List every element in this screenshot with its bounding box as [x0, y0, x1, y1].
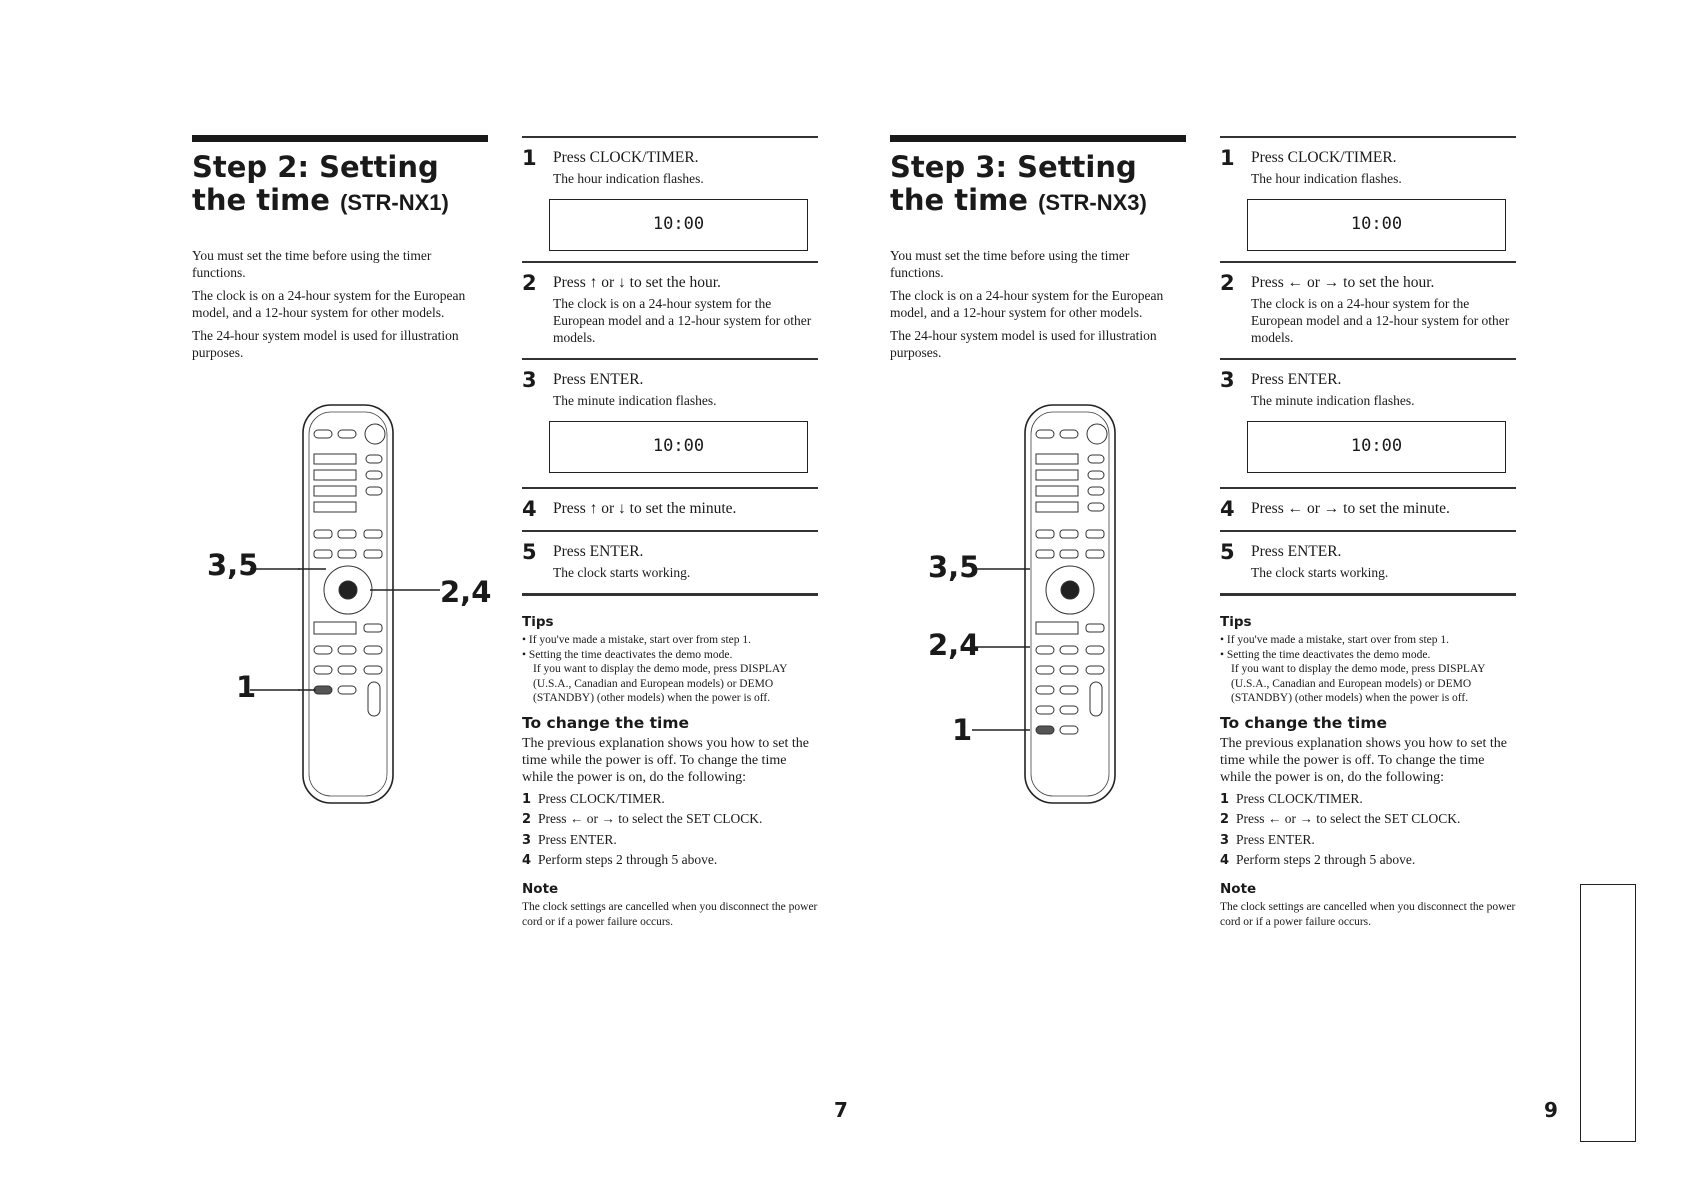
page-right [842, 0, 1684, 1190]
step-instruction: Press ← or → to set the minute. [1251, 500, 1450, 517]
step-instruction: Press ← or → to set the hour. [1251, 274, 1435, 291]
display-panel [1247, 421, 1506, 473]
step-detail: The clock is on a 24-hour system for the European model and a 12-hour system for other models. [1251, 296, 1510, 345]
tip-item: • Setting the time deactivates the demo mode. [1220, 648, 1431, 661]
note-heading: Note [1220, 880, 1257, 897]
tip-item: If you want to display the demo mode, press DISPLAY (U.S.A., Canadian and European models) or DEMO (STANDBY) (other models) when the power is off. [1231, 663, 1486, 704]
callout-3-5: 3,5 [207, 548, 259, 582]
change-time-heading: To change the time [1220, 713, 1388, 732]
page-title [192, 151, 488, 219]
callout-leader-lines [250, 560, 440, 700]
list-text: Press CLOCK/TIMER. [538, 790, 665, 806]
side-index-tab [1580, 884, 1636, 1142]
callout-2-4: 2,4 [440, 575, 492, 609]
step-detail: The minute indication flashes. [553, 393, 717, 408]
heading-rule [890, 135, 1186, 142]
note-text: The clock settings are cancelled when you disconnect the power cord or if a power failure occurs. [522, 900, 818, 928]
list-item [522, 789, 818, 810]
title-text: Step 3: Setting the time [890, 150, 1137, 217]
step-5 [1220, 530, 1516, 593]
note-section [522, 881, 818, 930]
note-section [1220, 881, 1516, 930]
step-number: 4 [1220, 497, 1235, 521]
list-item [522, 809, 818, 830]
change-time-heading: To change the time [522, 713, 690, 732]
list-number: 4 [1220, 853, 1230, 868]
step-instruction: Press CLOCK/TIMER. [553, 149, 699, 166]
page-number: 9 [1544, 1098, 1558, 1122]
step-instruction: Press ↑ or ↓ to set the hour. [553, 274, 721, 291]
heading-rule [192, 135, 488, 142]
step-detail: The hour indication flashes. [1251, 171, 1402, 186]
change-time-section [522, 714, 818, 871]
list-text: Press CLOCK/TIMER. [1236, 790, 1363, 806]
steps-end-rule [1220, 593, 1516, 596]
list-item [1220, 809, 1516, 830]
step-number: 1 [1220, 146, 1235, 170]
list-text: Press ← or → to select the SET CLOCK. [538, 811, 763, 826]
display-readout: 10:00 [1350, 214, 1403, 234]
step-number: 3 [522, 368, 537, 392]
display-panel [549, 421, 808, 473]
list-text: Press ENTER. [538, 831, 617, 847]
display-readout: 10:00 [1350, 436, 1403, 456]
tips-section [1220, 614, 1516, 706]
change-time-list [1220, 789, 1516, 871]
intro-paragraph: The clock is on a 24-hour system for the European model, and a 12-hour system for other models. [192, 288, 466, 320]
list-item [522, 850, 818, 871]
display-readout: 10:00 [652, 214, 705, 234]
intro-paragraph: You must set the time before using the timer functions. [890, 248, 1130, 280]
step-detail: The clock starts working. [553, 565, 691, 580]
step-instruction: Press ↑ or ↓ to set the minute. [553, 500, 737, 517]
step-instruction: Press ENTER. [1251, 371, 1342, 388]
step-number: 1 [522, 146, 537, 170]
list-number: 3 [522, 832, 532, 848]
step-1 [1220, 136, 1516, 251]
step-4 [1220, 487, 1516, 530]
step-number: 5 [522, 540, 537, 564]
step-detail: The clock starts working. [1251, 565, 1389, 580]
list-item [522, 830, 818, 851]
step-instruction: Press ENTER. [1251, 543, 1342, 560]
steps-end-rule [522, 593, 818, 596]
tips-heading: Tips [522, 614, 554, 630]
list-number: 4 [522, 853, 532, 868]
list-number: 2 [522, 812, 532, 827]
page-title [890, 151, 1186, 219]
step-instruction: Press CLOCK/TIMER. [1251, 149, 1397, 166]
model-label: (STR-NX3) [1038, 190, 1147, 215]
intro-paragraph: The 24-hour system model is used for illustration purposes. [192, 328, 459, 360]
list-number: 1 [522, 791, 532, 807]
step-3 [1220, 358, 1516, 473]
step-detail: The clock is on a 24-hour system for the European model and a 12-hour system for other models. [553, 296, 812, 345]
list-number: 2 [1220, 812, 1230, 827]
step-number: 5 [1220, 540, 1235, 564]
callout-2-4: 2,4 [928, 628, 980, 662]
step-number: 2 [522, 271, 537, 295]
title-text: Step 2: Setting the time [192, 150, 439, 217]
list-item [1220, 850, 1516, 871]
list-number: 1 [1220, 791, 1230, 807]
list-text: Perform steps 2 through 5 above. [538, 852, 718, 867]
step-number: 3 [1220, 368, 1235, 392]
intro-section [890, 135, 1186, 367]
callout-1: 1 [236, 670, 257, 704]
list-item [1220, 830, 1516, 851]
note-text: The clock settings are cancelled when you disconnect the power cord or if a power failure occurs. [1220, 900, 1516, 928]
intro-section [192, 135, 488, 367]
change-time-text: The previous explanation shows you how to set the time while the power is off. To change the time while the power is on, do the following: [522, 735, 809, 785]
tips-section [522, 614, 818, 706]
step-instruction: Press ENTER. [553, 371, 644, 388]
display-panel [1247, 199, 1506, 251]
step-2 [1220, 261, 1516, 358]
tip-item: • Setting the time deactivates the demo mode. [522, 648, 733, 661]
tip-item: • If you've made a mistake, start over from step 1. [522, 634, 752, 646]
step-number: 4 [522, 497, 537, 521]
tip-item: If you want to display the demo mode, press DISPLAY (U.S.A., Canadian and European models) or DEMO (STANDBY) (other models) when the power is off. [533, 663, 788, 704]
callout-leader-lines [972, 560, 1072, 740]
step-instruction: Press ENTER. [553, 543, 644, 560]
list-number: 3 [1220, 832, 1230, 848]
callout-1: 1 [952, 713, 973, 747]
list-text: Perform steps 2 through 5 above. [1236, 852, 1416, 867]
step-1 [522, 136, 818, 251]
display-readout: 10:00 [652, 436, 705, 456]
step-4 [522, 487, 818, 530]
change-time-text: The previous explanation shows you how to set the time while the power is off. To change the time while the power is on, do the following: [1220, 735, 1507, 785]
steps-column [1220, 136, 1516, 930]
steps-column [522, 136, 818, 930]
page-number: 7 [834, 1098, 848, 1122]
tip-item: • If you've made a mistake, start over from step 1. [1220, 634, 1450, 646]
step-detail: The minute indication flashes. [1251, 393, 1415, 408]
step-2 [522, 261, 818, 358]
list-item [1220, 789, 1516, 810]
change-time-list [522, 789, 818, 871]
step-detail: The hour indication flashes. [553, 171, 704, 186]
change-time-section [1220, 714, 1516, 871]
model-label: (STR-NX1) [340, 190, 449, 215]
list-text: Press ← or → to select the SET CLOCK. [1236, 811, 1461, 826]
intro-paragraph: You must set the time before using the timer functions. [192, 248, 432, 280]
note-heading: Note [522, 880, 559, 897]
step-number: 2 [1220, 271, 1235, 295]
list-text: Press ENTER. [1236, 831, 1315, 847]
step-3 [522, 358, 818, 473]
intro-paragraph: The 24-hour system model is used for illustration purposes. [890, 328, 1157, 360]
tips-heading: Tips [1220, 614, 1252, 630]
step-5 [522, 530, 818, 593]
intro-paragraph: The clock is on a 24-hour system for the European model, and a 12-hour system for other models. [890, 288, 1164, 320]
callout-3-5: 3,5 [928, 550, 980, 584]
display-panel [549, 199, 808, 251]
